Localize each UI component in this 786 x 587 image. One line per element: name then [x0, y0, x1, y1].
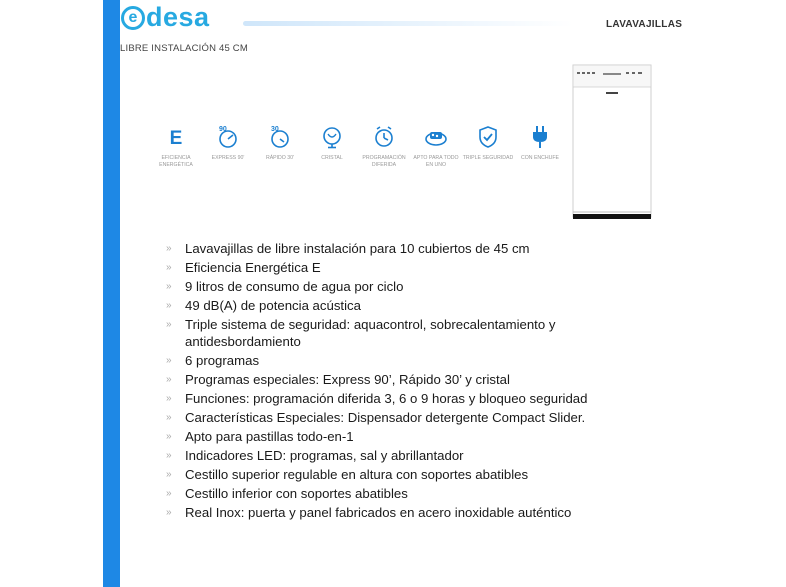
feature-with-plug [514, 122, 566, 168]
bullet-marker: » [166, 374, 172, 385]
spec-text: 9 litros de consumo de agua por ciclo [185, 279, 404, 294]
bullet-marker: » [166, 300, 172, 311]
spec-text: 6 programas [185, 353, 260, 368]
svg-text:30: 30 [271, 126, 279, 133]
feature-label: CRISTAL [321, 155, 343, 161]
clock-icon [369, 122, 399, 152]
feature-all-in-one [410, 122, 462, 168]
spec-text: Características Especiales: Dispensador detergente Compact Slider. [185, 410, 586, 425]
feature-label: RÁPIDO 30' [265, 155, 295, 161]
wine-glass-icon [317, 122, 347, 152]
brand-logo [121, 4, 210, 31]
bullet-marker: » [166, 243, 172, 254]
feature-label: CON ENCHUFE [520, 155, 560, 161]
plug-icon [525, 122, 555, 152]
spec-text: Lavavajillas de libre instalación para 10 cubiertos de 45 cm [185, 241, 530, 256]
spec-item [166, 240, 625, 257]
bullet-marker: » [166, 281, 172, 292]
shield-check-icon [473, 122, 503, 152]
energy-e-icon [161, 122, 191, 152]
feature-triple-safety [462, 122, 514, 168]
spec-item [166, 352, 625, 369]
spec-item [166, 371, 625, 388]
feature-label: EXPRESS 90' [211, 155, 245, 161]
bullet-marker: » [166, 262, 172, 273]
svg-text:E: E [169, 128, 183, 149]
feature-express-90 [202, 122, 254, 168]
spec-item [166, 409, 625, 426]
dishwasher-image [570, 64, 654, 221]
spec-text: Cestillo inferior con soportes abatibles [185, 486, 408, 501]
bullet-marker: » [166, 431, 172, 442]
feature-energy-efficiency [150, 122, 202, 168]
spec-item [166, 466, 625, 483]
spec-text: Programas especiales: Express 90’, Rápido 30’ y cristal [185, 372, 510, 387]
spec-item [166, 447, 625, 464]
product-subtitle: LIBRE INSTALACIÓN 45 CM [120, 43, 248, 54]
spec-item [166, 316, 625, 350]
spec-item [166, 485, 625, 502]
spec-text: Cestillo superior regulable en altura con soportes abatibles [185, 467, 529, 482]
spec-item [166, 278, 625, 295]
spec-text: Funciones: programación diferida 3, 6 o 9 horas y bloqueo seguridad [185, 391, 588, 406]
logo-e-mark: e [121, 6, 145, 30]
feature-label: PROGRAMACIÓN DIFERIDA [362, 155, 406, 168]
feature-crystal [306, 122, 358, 168]
spec-text: Eficiencia Energética E [185, 260, 321, 275]
header-divider [243, 21, 573, 26]
spec-item [166, 259, 625, 276]
spec-text: Real Inox: puerta y panel fabricados en acero inoxidable auténtico [185, 505, 572, 520]
spec-text: Apto para pastillas todo-en-1 [185, 429, 354, 444]
bullet-marker: » [166, 319, 172, 330]
bullet-marker: » [166, 355, 172, 366]
left-blue-bar [103, 0, 120, 587]
spec-text: Triple sistema de seguridad: aquacontrol, sobrecalentamiento y antidesbordamiento [185, 317, 556, 349]
feature-delayed-start [358, 122, 410, 168]
spec-item [166, 504, 625, 521]
spec-item [166, 390, 625, 407]
feature-rapid-30 [254, 122, 306, 168]
bullet-marker: » [166, 507, 172, 518]
rapid-30-icon [265, 122, 295, 152]
express-90-icon [213, 122, 243, 152]
bullet-marker: » [166, 393, 172, 404]
spec-list [166, 240, 625, 523]
feature-label: EFICIENCIA ENERGÉTICA [159, 155, 193, 168]
bullet-marker: » [166, 450, 172, 461]
spec-item [166, 297, 625, 314]
svg-text:90: 90 [219, 126, 227, 133]
logo-text: desa [146, 2, 210, 32]
feature-icons-row [150, 122, 566, 168]
spec-text: 49 dB(A) de potencia acústica [185, 298, 361, 313]
bullet-marker: » [166, 469, 172, 480]
tablet-icon [421, 122, 451, 152]
spec-item [166, 428, 625, 445]
bullet-marker: » [166, 412, 172, 423]
feature-label: APTO PARA TODO EN UNO [413, 155, 459, 168]
category-title: LAVAVAJILLAS [606, 19, 683, 30]
bullet-marker: » [166, 488, 172, 499]
feature-label: TRIPLE SEGURIDAD [462, 155, 514, 161]
spec-text: Indicadores LED: programas, sal y abrillantador [185, 448, 464, 463]
